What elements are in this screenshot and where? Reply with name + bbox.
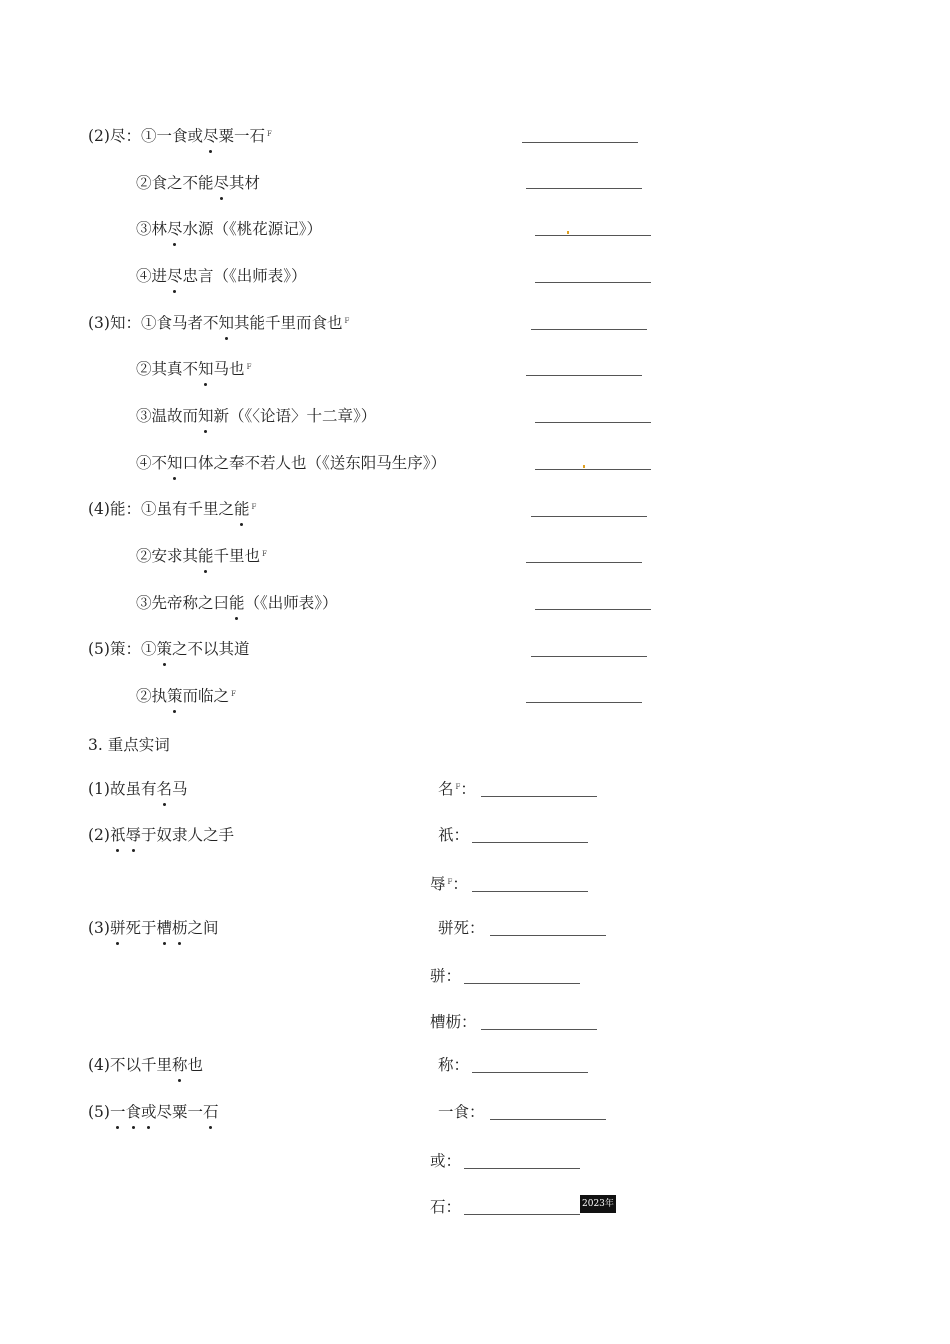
dotted-char: 知 — [198, 360, 214, 378]
answer-blank[interactable] — [531, 516, 647, 517]
dotted-char: 能 — [229, 594, 245, 612]
q-text: 马 — [172, 780, 188, 798]
ce-line-1 — [88, 639, 250, 659]
dotted-char: 尽 — [167, 220, 183, 238]
q-text: 也 — [187, 1056, 204, 1074]
item-num: ① — [140, 127, 157, 145]
q2-answer-label-2 — [430, 874, 468, 894]
year-stamp: 2023年 — [580, 1195, 616, 1213]
dotted-char: 能 — [198, 547, 214, 565]
dotted-char: 尽 — [203, 127, 219, 145]
answer-blank[interactable] — [535, 609, 651, 610]
q-num: (2) — [88, 826, 110, 844]
neng-label: (4)能： — [88, 500, 141, 518]
item-text: 其能千里而食也 — [234, 314, 343, 332]
q1-answer-label — [438, 779, 476, 799]
dotted-char: 枥 — [172, 919, 188, 937]
item-num: ② — [136, 360, 152, 378]
answer-blank[interactable] — [464, 983, 580, 984]
zhi-line-4 — [136, 453, 446, 473]
dotted-char: 骈 — [109, 919, 126, 937]
footnote-mark: F — [262, 550, 267, 558]
ce-line-2 — [136, 686, 236, 706]
item-text: 温故而 — [151, 407, 199, 425]
q3-answer-label-1: 骈死： — [438, 919, 485, 937]
dotted-char: 能 — [234, 500, 250, 518]
footnote-mark: F — [246, 363, 252, 371]
dotted-char: 石 — [203, 1103, 219, 1121]
item-text: （《出师表》） — [244, 594, 338, 612]
item-text: 新（《〈论语〉十二章》） — [213, 407, 377, 425]
dotted-char: 槽 — [156, 919, 173, 937]
dotted-char: 名 — [156, 780, 172, 798]
section-3-heading: 3. 重点实词 — [88, 736, 170, 754]
answer-colon: ： — [460, 780, 476, 798]
item-text: 其真不 — [151, 360, 199, 378]
q-num: (5) — [88, 1103, 110, 1121]
item-num: ④ — [136, 267, 152, 285]
item-text: 林 — [151, 220, 168, 238]
footnote-mark: F — [447, 878, 453, 886]
neng-line-3 — [136, 593, 338, 613]
item-text: 不 — [151, 454, 168, 472]
q5-answer-label-2: 或： — [430, 1152, 462, 1170]
ce-label: (5)策： — [88, 640, 141, 658]
item-text: 执 — [151, 687, 168, 705]
item-num: ③ — [136, 407, 152, 425]
ink-speck — [583, 465, 585, 468]
q-text: 之间 — [187, 919, 219, 937]
answer-blank[interactable] — [481, 796, 597, 797]
dotted-char: 食 — [125, 1103, 141, 1121]
q-num: (3) — [88, 919, 110, 937]
item-text: 先帝称之曰 — [151, 594, 230, 612]
dotted-char: 一 — [109, 1103, 126, 1121]
answer-blank[interactable] — [526, 702, 642, 703]
dotted-char: 尽 — [213, 174, 230, 192]
dotted-char: 辱 — [125, 826, 141, 844]
dotted-char: 策 — [167, 687, 183, 705]
q-text: 尽粟一 — [156, 1103, 204, 1121]
q4-text — [88, 1055, 203, 1075]
item-num: ② — [136, 174, 152, 192]
item-num: ③ — [136, 220, 152, 238]
jin-line-1 — [88, 126, 272, 146]
item-num: ④ — [136, 454, 152, 472]
jin-line-3 — [136, 219, 322, 239]
zhi-line-3 — [136, 406, 376, 426]
item-num: ② — [136, 687, 152, 705]
item-text: 水源（《桃花源记》） — [182, 220, 323, 238]
item-text: 而临之 — [182, 687, 230, 705]
footnote-mark: F — [267, 130, 272, 138]
item-text: 粟一石 — [218, 127, 266, 145]
answer-blank[interactable] — [464, 1214, 580, 1215]
item-num: ① — [140, 500, 157, 518]
answer-label: 名 — [438, 780, 454, 798]
answer-colon: ： — [452, 875, 468, 893]
item-text: 马也 — [213, 360, 245, 378]
item-num: ① — [140, 314, 157, 332]
zhi-line-1 — [88, 313, 349, 333]
answer-blank[interactable] — [535, 282, 651, 283]
q-text: 不以千里 — [109, 1056, 172, 1074]
q-num: (1) — [88, 780, 110, 798]
answer-blank[interactable] — [522, 142, 638, 143]
q3-text — [88, 918, 219, 938]
answer-blank[interactable] — [481, 1029, 597, 1030]
dotted-char: 或 — [141, 1103, 157, 1121]
item-text: 之不以其道 — [172, 640, 250, 658]
answer-blank[interactable] — [472, 1072, 588, 1073]
item-text: 食马者不 — [156, 314, 219, 332]
footnote-mark: F — [344, 317, 350, 325]
q3-answer-label-2: 骈： — [430, 967, 462, 985]
answer-blank[interactable] — [535, 422, 651, 423]
dotted-char: 知 — [167, 454, 183, 472]
q5-answer-label-1: 一食： — [438, 1103, 485, 1121]
jin-line-2 — [136, 173, 260, 193]
zhi-line-2 — [136, 359, 251, 379]
q-num: (4) — [88, 1056, 110, 1074]
item-text: 其材 — [229, 174, 261, 192]
q-text: 故虽有 — [109, 780, 157, 798]
item-text: 虽有千里之 — [156, 500, 234, 518]
item-text: 食之不能 — [151, 174, 214, 192]
q2-text — [88, 825, 234, 845]
q-text: 死于 — [125, 919, 157, 937]
dotted-char: 策 — [156, 640, 172, 658]
item-text: 忠言（《出师表》） — [182, 267, 307, 285]
q5-text — [88, 1102, 219, 1122]
q3-answer-label-3: 槽枥： — [430, 1013, 477, 1031]
dotted-char: 尽 — [167, 267, 183, 285]
answer-blank[interactable] — [472, 891, 588, 892]
item-text: 千里也 — [213, 547, 261, 565]
footnote-mark: F — [231, 690, 236, 698]
answer-blank[interactable] — [526, 188, 642, 189]
answer-blank[interactable] — [535, 469, 651, 470]
answer-blank[interactable] — [464, 1168, 580, 1169]
neng-line-1 — [88, 499, 256, 519]
answer-blank[interactable] — [531, 329, 647, 330]
answer-blank[interactable] — [535, 235, 651, 236]
dotted-char: 知 — [218, 314, 235, 332]
dotted-char: 祇 — [109, 826, 126, 844]
answer-blank[interactable] — [531, 656, 647, 657]
footnote-mark: F — [251, 503, 257, 511]
jin-line-4 — [136, 266, 307, 286]
item-num: ① — [140, 640, 157, 658]
answer-blank[interactable] — [526, 562, 642, 563]
answer-blank[interactable] — [526, 375, 642, 376]
ink-speck — [567, 231, 569, 234]
item-text: 一食或 — [156, 127, 203, 145]
item-num: ③ — [136, 594, 152, 612]
footnote-mark: F — [455, 783, 461, 791]
dotted-char: 称 — [171, 1056, 188, 1074]
q2-answer-label-1: 祇： — [438, 826, 470, 844]
q4-answer-label: 称： — [438, 1056, 470, 1074]
neng-line-2 — [136, 546, 267, 566]
item-text: 口体之奉不若人也（《送东阳马生序》） — [182, 454, 447, 472]
item-text: 安求其 — [151, 547, 199, 565]
zhi-label: (3)知： — [88, 314, 141, 332]
jin-label: (2)尽： — [88, 127, 141, 145]
answer-blank[interactable] — [490, 1119, 606, 1120]
item-text: 进 — [151, 267, 168, 285]
item-num: ② — [136, 547, 152, 565]
dotted-char: 知 — [198, 407, 214, 425]
answer-label: 辱 — [430, 875, 446, 893]
q5-answer-label-3: 石： — [430, 1198, 462, 1216]
answer-blank[interactable] — [490, 935, 606, 936]
answer-blank[interactable] — [472, 842, 588, 843]
q1-text — [88, 779, 188, 799]
q-text: 于奴隶人之手 — [141, 826, 235, 844]
